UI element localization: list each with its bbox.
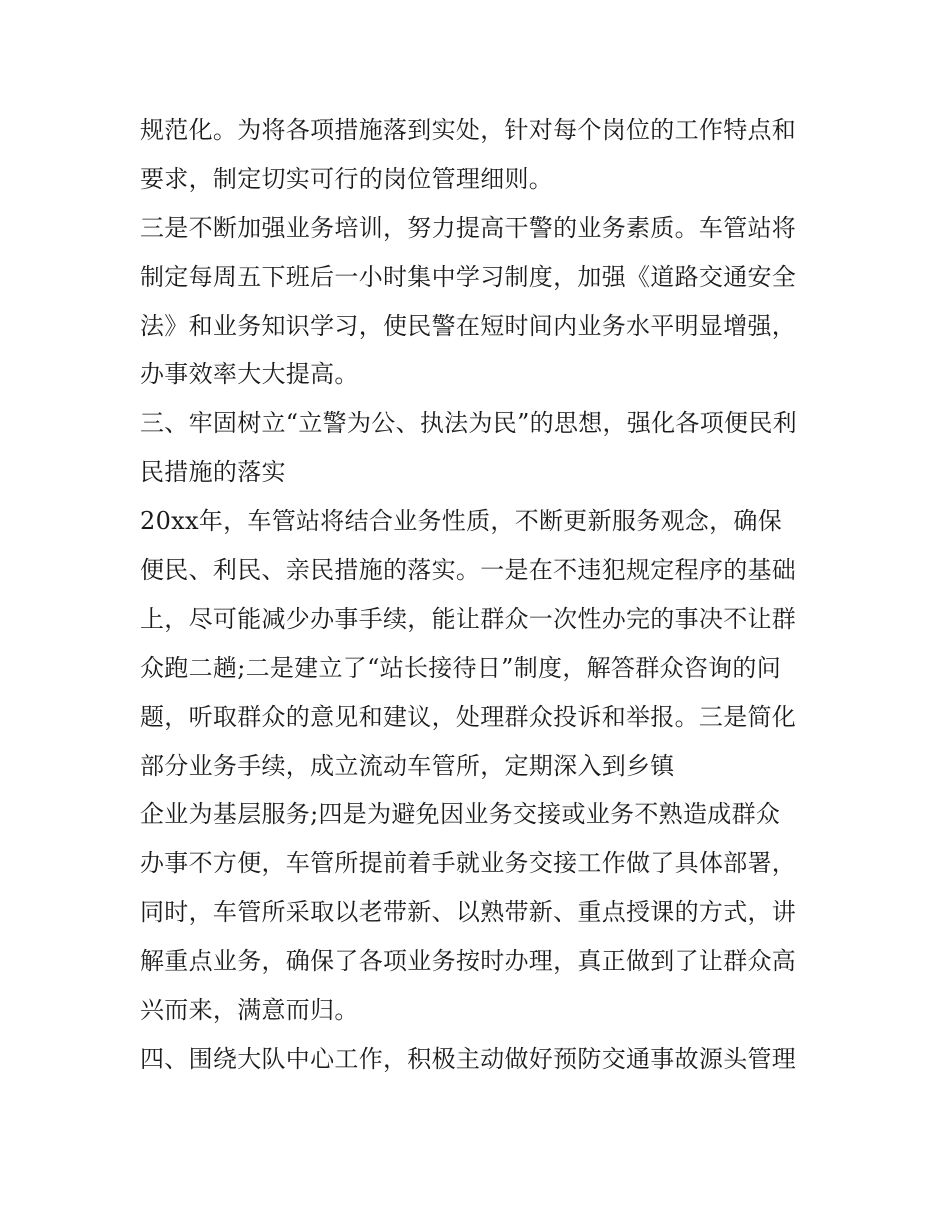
text-line: 三是不断加强业务培训，努力提高干警的业务素质。车管站将 <box>140 213 797 242</box>
text-line: 企业为基层服务;四是为避免因业务交接或业务不熟造成群众 <box>140 800 781 829</box>
text-line: 要求，制定切实可行的岗位管理细则。 <box>140 164 554 193</box>
text-line: 办事效率大大提高。 <box>140 360 359 389</box>
text-line: 部分业务手续，成立流动车管所，定期深入到乡镇 <box>140 751 675 780</box>
text-line: 同时，车管所采取以老带新、以熟带新、重点授课的方式，讲 <box>140 898 797 927</box>
section-heading-line: 民措施的落实 <box>140 458 286 487</box>
document-body <box>140 106 820 1084</box>
section-heading-line: 四、围绕大队中心工作，积极主动做好预防交通事故源头管理 <box>140 1044 797 1073</box>
text-line: 便民、利民、亲民措施的落实。一是在不违犯规定程序的基础 <box>140 556 797 585</box>
text-line: 20xx年，车管站将结合业务性质，不断更新服务观念，确保 <box>140 507 783 536</box>
section-heading-line: 三、牢固树立“立警为公、执法为民”的思想，强化各项便民利 <box>140 409 797 438</box>
text-line: 规范化。为将各项措施落到实处，针对每个岗位的工作特点和 <box>140 116 797 144</box>
text-line: 办事不方便，车管所提前着手就业务交接工作做了具体部署， <box>140 849 797 878</box>
text-line: 解重点业务，确保了各项业务按时办理，真正做到了让群众高 <box>140 947 797 976</box>
text-line: 众跑二趟;二是建立了“站长接待日”制度，解答群众咨询的问 <box>140 653 782 682</box>
text-line: 制定每周五下班后一小时集中学习制度，加强《道路交通安全 <box>140 262 797 291</box>
text-line: 法》和业务知识学习，使民警在短时间内业务水平明显增强， <box>140 311 797 340</box>
text-line: 上，尽可能减少办事手续，能让群众一次性办完的事决不让群 <box>140 604 797 633</box>
text-line: 题，听取群众的意见和建议，处理群众投诉和举报。三是简化 <box>140 702 797 731</box>
text-line: 兴而来，满意而归。 <box>140 996 359 1025</box>
